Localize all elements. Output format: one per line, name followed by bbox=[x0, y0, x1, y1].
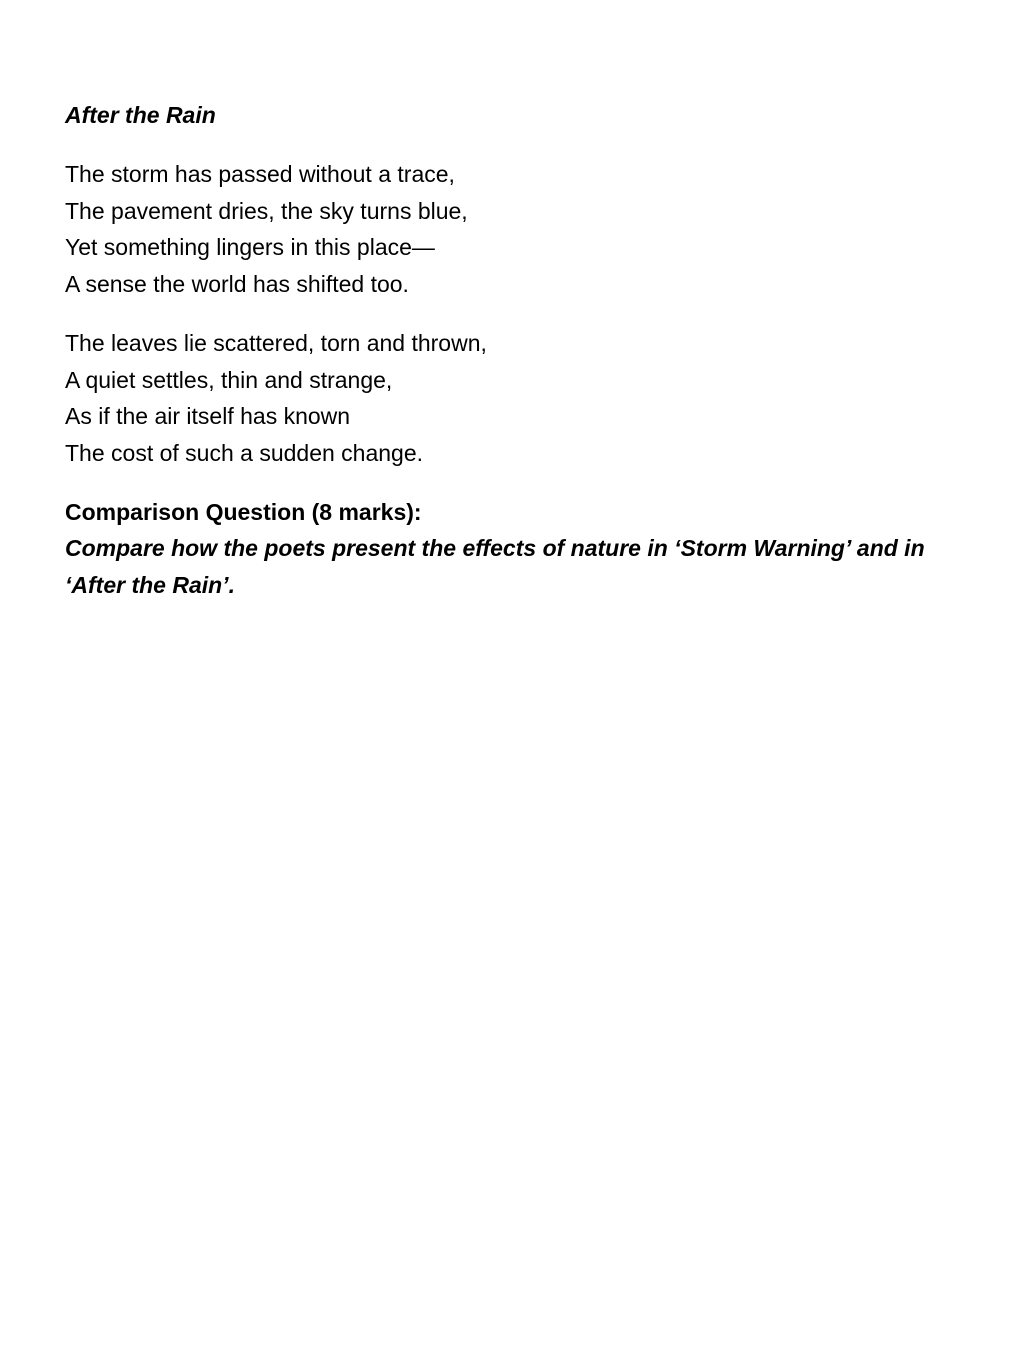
poem-line: A sense the world has shifted too. bbox=[65, 271, 409, 298]
poem-line: A quiet settles, thin and strange, bbox=[65, 366, 393, 393]
poem-line: As if the air itself has known bbox=[65, 403, 351, 430]
poem-line: The pavement dries, the sky turns blue, bbox=[65, 197, 468, 224]
question-text: Compare how the poets present the effects of nature in ‘Storm Warning’ and in ‘After the Rain’. bbox=[65, 535, 925, 599]
question-heading: Comparison Question (8 marks): bbox=[65, 498, 422, 525]
poem-line: The leaves lie scattered, torn and thrown, bbox=[65, 329, 487, 356]
poem-line: The storm has passed without a trace, bbox=[65, 161, 455, 187]
poem-line: The cost of such a sudden change. bbox=[65, 439, 424, 466]
comparison-question bbox=[65, 494, 955, 604]
poem-line: Yet something lingers in this place— bbox=[65, 234, 435, 261]
stanza-1 bbox=[65, 156, 955, 303]
stanza-2 bbox=[65, 325, 955, 472]
document-page bbox=[65, 97, 955, 604]
poem-title: After the Rain bbox=[65, 102, 216, 128]
